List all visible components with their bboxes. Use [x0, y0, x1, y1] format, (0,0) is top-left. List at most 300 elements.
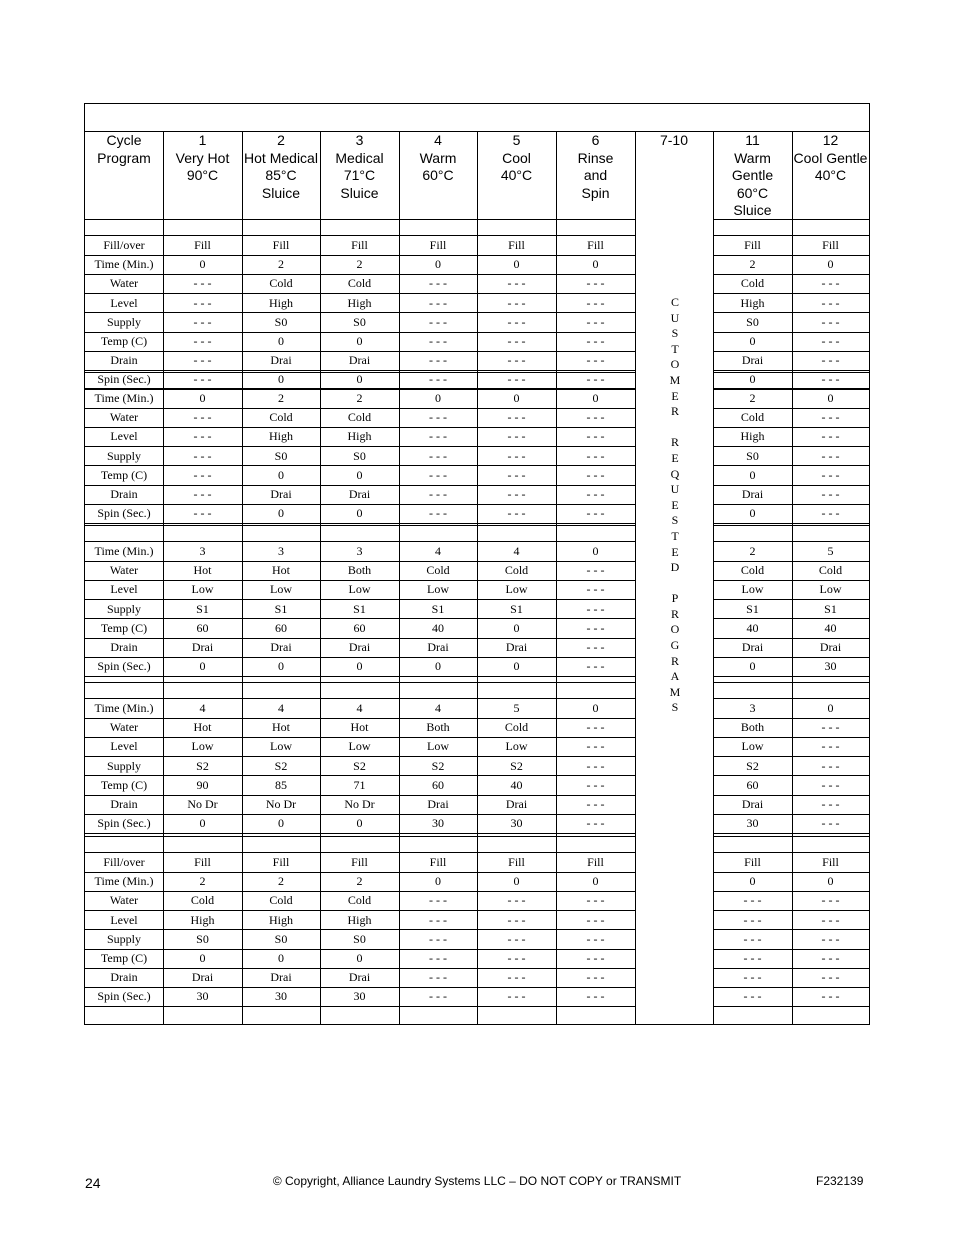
table-cell: - - - [743, 989, 762, 1004]
table-cell: High [190, 912, 215, 927]
table-cell: Both [347, 563, 372, 578]
table-cell: High [347, 429, 372, 444]
table-cell: - - - [586, 314, 605, 329]
table-cell: 30 [746, 816, 759, 831]
vertical-letter: D [670, 560, 680, 575]
table-cell: 0 [749, 467, 756, 482]
row-label: Supply [106, 758, 141, 773]
table-cell: 0 [356, 372, 363, 387]
row-label: Water [109, 563, 139, 578]
table-cell: 0 [749, 659, 756, 674]
table-cell: 2 [278, 257, 284, 272]
table-cell: Low [427, 582, 449, 597]
table-cell: S1 [824, 601, 837, 616]
table-cell: - - - [429, 448, 447, 463]
table-cell: Fill [744, 855, 761, 869]
table-cell: - - - [586, 797, 605, 811]
table-cell: Low [505, 739, 528, 754]
table-cell: S0 [353, 448, 366, 463]
table-cell: 0 [592, 391, 599, 405]
table-cell: - - - [507, 467, 526, 482]
table-cell: 3 [278, 544, 284, 558]
table-cell: - - - [586, 720, 605, 735]
table-cell: - - - [507, 295, 526, 310]
table-cell: - - - [821, 410, 840, 425]
row-divider [713, 525, 869, 526]
table-cell: 0 [513, 874, 520, 889]
row-divider [713, 219, 869, 220]
table-cell: S1 [746, 601, 759, 616]
table-cell: 2 [749, 544, 756, 558]
table-cell: - - - [429, 931, 447, 946]
table-cell: 0 [749, 372, 756, 387]
table-cell: Drai [505, 797, 528, 811]
table-cell: No Dr [265, 797, 297, 811]
table-cell: 0 [278, 372, 284, 387]
table-cell: 3 [199, 544, 206, 558]
vertical-letter: E [671, 544, 679, 559]
table-cell: 0 [592, 874, 599, 889]
table-cell: 0 [356, 334, 363, 348]
table-cell: Drai [741, 797, 764, 811]
table-cell: S1 [431, 601, 445, 616]
table-cell: S1 [353, 601, 366, 616]
table-cell: - - - [193, 467, 212, 482]
table-cell: - - - [429, 893, 447, 908]
table-cell: S2 [510, 758, 523, 773]
table-cell: - - - [507, 912, 526, 927]
table-cell: - - - [429, 429, 447, 444]
vertical-letter: M [669, 684, 681, 699]
table-cell: 30 [275, 989, 287, 1004]
table-cell: Fill [508, 855, 525, 869]
table-cell: 2 [278, 391, 284, 405]
table-cell: 0 [513, 659, 520, 674]
table-cell: High [269, 429, 293, 444]
vertical-letter: R [670, 653, 679, 668]
row-label: Time (Min.) [94, 544, 154, 558]
table-cell: Low [348, 739, 371, 754]
vertical-letter: U [670, 482, 680, 497]
table-cell: S0 [274, 314, 288, 329]
table-cell: - - - [586, 659, 605, 674]
table-cell: - - - [586, 506, 605, 521]
row-label: Drain [110, 487, 138, 501]
row-label: Water [109, 720, 139, 735]
row-label: Drain [110, 970, 138, 985]
table-cell: - - - [586, 467, 605, 482]
table-cell: - - - [193, 429, 212, 444]
table-cell: 0 [199, 391, 206, 405]
table-cell: Drai [270, 640, 292, 654]
column-header-8: 11 Warm Gentle 60°C Sluice [731, 132, 774, 218]
table-cell: 2 [749, 391, 756, 405]
table-cell: Low [270, 739, 292, 754]
table-cell: - - - [586, 410, 605, 425]
table-cell: - - - [429, 314, 447, 329]
table-cell: - - - [821, 506, 840, 521]
table-cell: - - - [586, 620, 605, 635]
table-cell: - - - [507, 970, 526, 985]
table-cell: 60 [746, 777, 759, 792]
vertical-letter: E [671, 388, 679, 403]
row-label: Fill/over [103, 855, 145, 869]
column-header-1: 1 Very Hot 90°C [175, 132, 230, 183]
table-cell: - - - [193, 410, 212, 425]
vertical-letter: P [671, 591, 679, 606]
column-header-0: Cycle Program [97, 132, 151, 166]
table-cell: - - - [743, 970, 762, 985]
table-cell: 60 [275, 620, 287, 635]
table-cell: 4 [513, 544, 520, 558]
table-cell: Hot [272, 563, 290, 578]
table-cell: - - - [821, 931, 840, 946]
column-header-3: 3 Medical 71°C Sluice [335, 132, 384, 201]
row-label: Spin (Sec.) [97, 372, 151, 387]
row-label: Temp (C) [100, 334, 148, 348]
table-cell: - - - [193, 295, 212, 310]
column-header-5: 5 Cool 40°C [500, 132, 533, 183]
row-label: Spin (Sec.) [97, 506, 151, 521]
table-cell: - - - [743, 931, 762, 946]
table-cell: 0 [592, 701, 599, 715]
table-cell: Cold [818, 563, 843, 578]
table-cell: 0 [435, 257, 441, 272]
vertical-letter: M [669, 372, 681, 387]
table-cell: - - - [586, 739, 605, 754]
table-cell: - - - [821, 797, 840, 811]
table-cell: 60 [196, 620, 209, 635]
table-cell: Cold [347, 893, 372, 908]
table-cell: Cold [504, 720, 529, 735]
table-cell: Fill [587, 855, 604, 869]
table-cell: Drai [427, 797, 449, 811]
table-cell: 30 [432, 816, 444, 831]
column-header-6: 6 Rinse and Spin [577, 132, 614, 201]
table-title-bar [85, 104, 869, 132]
table-cell: - - - [507, 893, 526, 908]
vertical-letter: S [671, 700, 679, 715]
column-header-9: 12 Cool Gentle 40°C [793, 132, 868, 183]
vertical-letter: E [671, 450, 679, 465]
table-cell: - - - [821, 816, 840, 831]
table-cell: 0 [278, 816, 284, 831]
table-cell: Cold [269, 893, 293, 908]
row-label: Time (Min.) [94, 701, 154, 715]
row-divider [713, 682, 869, 683]
table-cell: High [740, 295, 765, 310]
table-cell: 4 [435, 701, 441, 715]
table-cell: Fill [194, 855, 211, 869]
table-cell: 0 [278, 467, 284, 482]
table-cell: 40 [824, 620, 837, 635]
table-cell: 4 [356, 701, 363, 715]
table-cell: 0 [827, 701, 834, 715]
table-cell: S2 [353, 758, 366, 773]
table-cell: - - - [586, 334, 605, 348]
table-cell: - - - [586, 989, 605, 1004]
table-cell: - - - [586, 970, 605, 985]
vertical-letter [636, 576, 714, 592]
vertical-letter: G [670, 638, 680, 653]
table-cell: 90 [196, 777, 209, 792]
table-cell: High [347, 295, 372, 310]
row-label: Supply [106, 601, 141, 616]
row-label: Level [110, 295, 138, 310]
table-cell: - - - [193, 353, 212, 368]
table-cell: S0 [746, 448, 759, 463]
table-cell: - - - [586, 295, 605, 310]
table-cell: 71 [353, 777, 366, 792]
table-cell: Cold [426, 563, 450, 578]
row-label: Level [110, 582, 138, 597]
column-header-7: 7-10 [659, 132, 689, 148]
table-cell: Low [191, 582, 214, 597]
row-label: Drain [110, 640, 138, 654]
table-cell: No Dr [344, 797, 375, 811]
table-cell: - - - [507, 951, 526, 965]
table-cell: 0 [749, 874, 756, 889]
table-cell: Cold [740, 276, 765, 291]
table-cell: 0 [356, 659, 363, 674]
table-cell: - - - [586, 816, 605, 831]
row-label: Supply [106, 448, 141, 463]
table-cell: 0 [827, 257, 834, 272]
table-cell: - - - [821, 912, 840, 927]
table-cell: - - - [821, 970, 840, 985]
row-label: Drain [110, 797, 138, 811]
row-label: Temp (C) [100, 620, 148, 635]
row-divider [85, 219, 635, 220]
table-cell: 0 [356, 951, 363, 965]
vertical-letter: O [670, 357, 680, 372]
table-cell: - - - [429, 912, 447, 927]
table-cell: S2 [431, 758, 445, 773]
table-cell: - - - [429, 989, 447, 1004]
table-cell: 0 [356, 506, 363, 521]
vertical-letter [636, 420, 714, 436]
table-cell: Drai [270, 970, 292, 985]
table-cell: Low [191, 739, 214, 754]
table-cell: - - - [743, 893, 762, 908]
table-cell: Drai [270, 487, 292, 501]
table-cell: 40 [746, 620, 759, 635]
table-cell: - - - [429, 506, 447, 521]
table-cell: 0 [827, 391, 834, 405]
table-cell: - - - [586, 912, 605, 927]
table-cell: - - - [821, 893, 840, 908]
table-cell: S1 [196, 601, 209, 616]
table-cell: - - - [193, 372, 212, 387]
table-cell: - - - [429, 353, 447, 368]
table-cell: 2 [199, 874, 206, 889]
table-cell: - - - [743, 912, 762, 927]
table-cell: - - - [429, 467, 447, 482]
row-label: Spin (Sec.) [97, 659, 151, 674]
table-cell: 30 [353, 989, 366, 1004]
table-cell: S0 [353, 314, 366, 329]
table-cell: 0 [278, 951, 284, 965]
table-cell: - - - [429, 970, 447, 985]
table-cell: - - - [193, 314, 212, 329]
table-cell: Cold [347, 276, 372, 291]
table-cell: Hot [350, 720, 369, 735]
table-cell: 2 [356, 391, 363, 405]
table-cell: - - - [586, 372, 605, 387]
vertical-letter: T [671, 528, 679, 543]
table-cell: - - - [193, 506, 212, 521]
table-cell: - - - [193, 334, 212, 348]
table-cell: - - - [821, 353, 840, 368]
table-cell: - - - [193, 276, 212, 291]
table-cell: 2 [278, 874, 284, 889]
table-cell: - - - [586, 893, 605, 908]
table-cell: Drai [348, 487, 371, 501]
table-cell: - - - [193, 487, 212, 501]
row-label: Time (Min.) [94, 257, 154, 272]
table-cell: 85 [275, 777, 287, 792]
table-cell: 0 [592, 257, 599, 272]
table-cell: Low [505, 582, 528, 597]
row-label: Level [110, 739, 138, 754]
table-cell: - - - [586, 448, 605, 463]
row-label: Temp (C) [100, 777, 148, 792]
row-label: Level [110, 912, 138, 927]
table-cell: Cold [269, 410, 293, 425]
table-cell: - - - [586, 777, 605, 792]
table-cell: Fill [272, 855, 290, 869]
table-cell: S1 [510, 601, 523, 616]
table-cell: - - - [193, 448, 212, 463]
table-cell: 60 [353, 620, 366, 635]
table-cell: 0 [749, 334, 756, 348]
table-cell: Drai [819, 640, 842, 654]
table-cell: High [269, 295, 293, 310]
table-cell: - - - [586, 601, 605, 616]
table-cell: 0 [513, 257, 520, 272]
table-cell: - - - [821, 372, 840, 387]
table-cell: - - - [586, 640, 605, 654]
table-cell: - - - [507, 372, 526, 387]
table-cell: - - - [429, 295, 447, 310]
table-cell: - - - [429, 951, 447, 965]
table-cell: Fill [822, 238, 839, 252]
row-label: Water [109, 893, 139, 908]
row-label: Water [109, 276, 139, 291]
table-cell: 2 [356, 874, 363, 889]
row-label: Fill/over [103, 238, 145, 252]
table-cell: 0 [199, 816, 206, 831]
table-cell: Cold [347, 410, 372, 425]
table-cell: - - - [821, 758, 840, 773]
table-cell: 2 [356, 257, 363, 272]
row-divider [713, 836, 869, 837]
table-cell: Low [741, 739, 764, 754]
table-cell: - - - [586, 758, 605, 773]
table-cell: 0 [435, 391, 441, 405]
table-cell: S2 [746, 758, 759, 773]
table-cell: - - - [586, 951, 605, 965]
table-cell: - - - [429, 487, 447, 501]
table-cell: - - - [507, 448, 526, 463]
table-cell: - - - [821, 951, 840, 965]
table-cell: Drai [741, 640, 764, 654]
table-cell: 0 [278, 506, 284, 521]
table-cell: - - - [507, 506, 526, 521]
table-cell: 30 [824, 659, 837, 674]
table-cell: Cold [740, 410, 765, 425]
table-cell: - - - [586, 353, 605, 368]
table-cell: S0 [353, 931, 366, 946]
table-cell: No Dr [187, 797, 218, 811]
table-cell: Hot [193, 720, 212, 735]
table-cell: - - - [821, 334, 840, 348]
table-cell: 2 [749, 257, 756, 272]
table-cell: Cold [269, 276, 293, 291]
table-cell: Drai [191, 970, 214, 985]
table-cell: - - - [821, 989, 840, 1004]
vertical-letter: T [671, 341, 679, 356]
row-divider [85, 682, 635, 683]
table-cell: S2 [196, 758, 209, 773]
table-cell: Low [819, 582, 842, 597]
table-cell: - - - [586, 563, 605, 578]
table-cell: Drai [348, 640, 371, 654]
row-label: Level [110, 429, 138, 444]
table-cell: 4 [199, 701, 206, 715]
vertical-letter: O [670, 622, 680, 637]
table-cell: - - - [821, 429, 840, 444]
table-cell: Fill [351, 238, 368, 252]
vertical-letter: A [670, 669, 680, 684]
table-cell: Fill [822, 855, 839, 869]
table-cell: Fill [429, 238, 447, 252]
table-cell: High [347, 912, 372, 927]
vertical-letter: C [670, 295, 679, 309]
table-cell: - - - [586, 931, 605, 946]
row-label: Spin (Sec.) [97, 989, 151, 1004]
table-cell: 0 [592, 544, 599, 558]
table-cell: Fill [351, 855, 368, 869]
table-cell: - - - [507, 989, 526, 1004]
table-cell: Drai [348, 970, 371, 985]
table-cell: - - - [821, 295, 840, 310]
row-divider [85, 836, 635, 837]
table-cell: Cold [740, 563, 765, 578]
table-cell: 60 [432, 777, 444, 792]
table-cell: - - - [586, 487, 605, 501]
table-cell: 0 [356, 467, 363, 482]
table-cell: 0 [199, 659, 206, 674]
table-cell: 30 [196, 989, 209, 1004]
table-cell: - - - [507, 487, 526, 501]
table-cell: 30 [510, 816, 523, 831]
table-cell: 0 [199, 257, 206, 272]
row-label: Time (Min.) [94, 391, 154, 405]
table-cell: 4 [278, 701, 284, 715]
table-cell: - - - [507, 410, 526, 425]
vertical-letter: U [670, 310, 680, 325]
table-cell: - - - [821, 276, 840, 291]
table-cell: Drai [191, 640, 214, 654]
table-cell: - - - [821, 467, 840, 482]
row-label: Drain [110, 353, 138, 368]
page-number: 24 [85, 1175, 101, 1191]
table-cell: 3 [749, 701, 756, 715]
table-cell: 5 [513, 701, 520, 715]
cycle-program-table [84, 103, 870, 1025]
table-cell: 0 [749, 506, 756, 521]
